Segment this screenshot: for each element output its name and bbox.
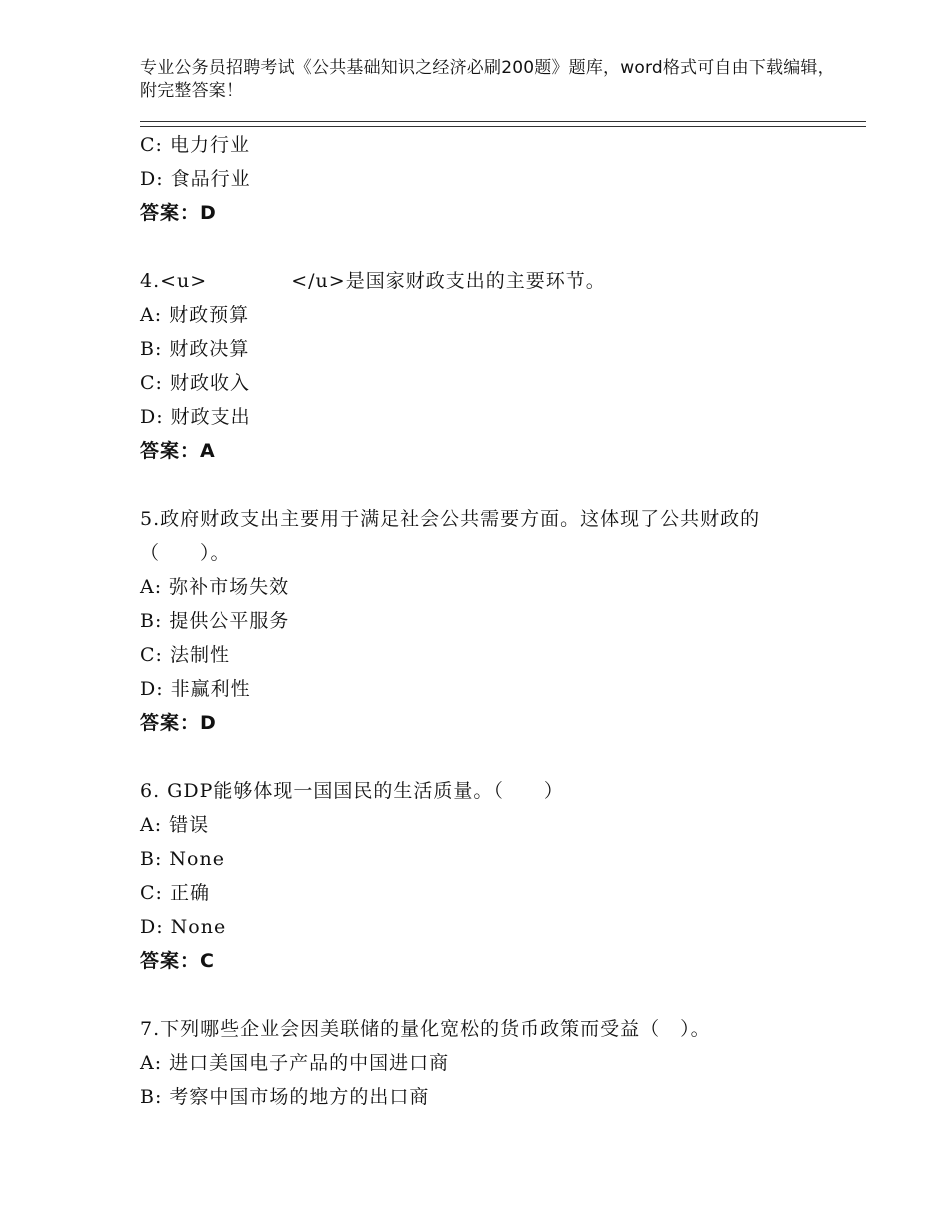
spacer [140, 468, 840, 502]
spacer [140, 740, 840, 774]
q5-option-a: A: 弥补市场失效 [140, 576, 290, 598]
q4-option-d: D: 财政支出 [140, 406, 251, 428]
q7-stem: 7.下列哪些企业会因美联储的量化宽松的货币政策而受益（ ）。 [140, 1018, 711, 1040]
q6-option-a: A: 错误 [140, 814, 210, 836]
q3-answer: 答案：D [140, 202, 217, 224]
q3-option-d: D: 食品行业 [140, 168, 251, 190]
q7-option-b: B: 考察中国市场的地方的出口商 [140, 1086, 430, 1108]
header-rule [140, 121, 866, 127]
q4-stem [140, 264, 840, 298]
q4-option-c: C: 财政收入 [140, 372, 250, 394]
question-content [140, 128, 840, 1114]
q5-stem: 5.政府财政支出主要用于满足社会公共需要方面。这体现了公共财政的（ ）。 [140, 508, 761, 564]
q6-stem: 6. GDP能够体现一国国民的生活质量。（ ） [140, 780, 564, 802]
q5-option-d: D: 非赢利性 [140, 678, 251, 700]
q5-option-c: C: 法制性 [140, 644, 230, 666]
q4-answer: 答案：A [140, 440, 216, 462]
q4-stem-suffix: </u>是国家财政支出的主要环节。 [291, 270, 606, 292]
q5-answer: 答案：D [140, 712, 217, 734]
spacer [140, 230, 840, 264]
q7-option-a: A: 进口美国电子产品的中国进口商 [140, 1052, 450, 1074]
q5-option-b: B: 提供公平服务 [140, 610, 290, 632]
page-header: 专业公务员招聘考试《公共基础知识之经济必刷200题》题库，word格式可自由下载编辑，附完整答案！ [140, 58, 835, 101]
spacer [140, 978, 840, 1012]
q4-option-a: A: 财政预算 [140, 304, 250, 326]
q4-option-b: B: 财政决算 [140, 338, 250, 360]
q4-stem-prefix: 4.<u> [140, 270, 208, 292]
q6-option-c: C: 正确 [140, 882, 210, 904]
q6-option-b: B: None [140, 848, 225, 870]
q6-option-d: D: None [140, 916, 227, 938]
q3-option-c: C: 电力行业 [140, 134, 250, 156]
q6-answer: 答案：C [140, 950, 215, 972]
